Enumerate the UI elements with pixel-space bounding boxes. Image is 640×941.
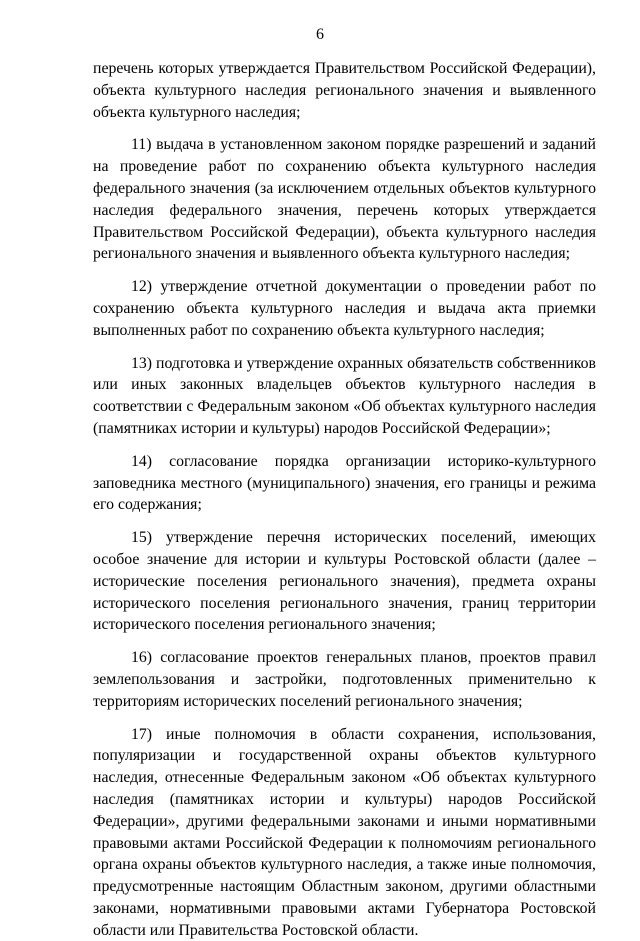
paragraph-item-13: 13) подготовка и утверждение охранных обязательств собственников или иных законных владельцев объектов культурного наследия в соответствии с Федеральным законом «Об объектах культурного наследия (памятниках истории и культуры) народов Российской Федерации»; — [93, 354, 596, 437]
paragraph-item-15: 15) утверждение перечня исторических поселений, имеющих особое значение для истории и культуры Ростовской области (далее – исторические поселения регионального значения), предмета охраны исторического поселения регионального значения, границ территории исторического поселения регионального значения; — [93, 529, 596, 634]
paragraph-continuation: перечень которых утверждается Правительством Российской Федерации), объекта культурного наследия регионального значения и выявленного объекта культурного наследия; — [93, 60, 596, 121]
paragraph-item-11: 11) выдача в установленном законом порядке разрешений и заданий на проведение работ по сохранению объекта культурного наследия федерального значения (за исключением отдельных объектов культурного наследия федерального значения, перечень которых утверждается Правительством Российской Федерации), объекта культурного наследия регионального значения и выявленного объекта культурного наследия; — [93, 136, 596, 263]
paragraph-item-17: 17) иные полномочия в области сохранения, использования, популяризации и государственной охраны объектов культурного наследия, отнесенные Федеральным законом «Об объектах культурного наследия (памятниках истории и культуры) народов Российской Федерации», другими федеральными законами и иными нормативными правовыми актами Российской Федерации к полномочиям регионального органа охраны объектов культурного наследия, а также иные полномочия, предусмотренные настоящим Областным законом, другими областными законами, нормативными правовыми актами Губернатора Ростовской области или Правительства Ростовской области. — [93, 725, 596, 939]
page-number: 6 — [316, 26, 324, 43]
paragraph-item-16: 16) согласование проектов генеральных планов, проектов правил землепользования и застройки, подготовленных применительно к территориям исторических поселений регионального значения; — [93, 649, 596, 710]
document-body — [93, 58, 596, 941]
paragraph-item-12: 12) утверждение отчетной документации о проведении работ по сохранению объекта культурного наследия и выдача акта приемки выполненных работ по сохранению объекта культурного наследия; — [93, 278, 596, 339]
paragraph-item-14: 14) согласование порядка организации историко-культурного заповедника местного (муниципального) значения, его границы и режима его содержания; — [93, 452, 596, 514]
